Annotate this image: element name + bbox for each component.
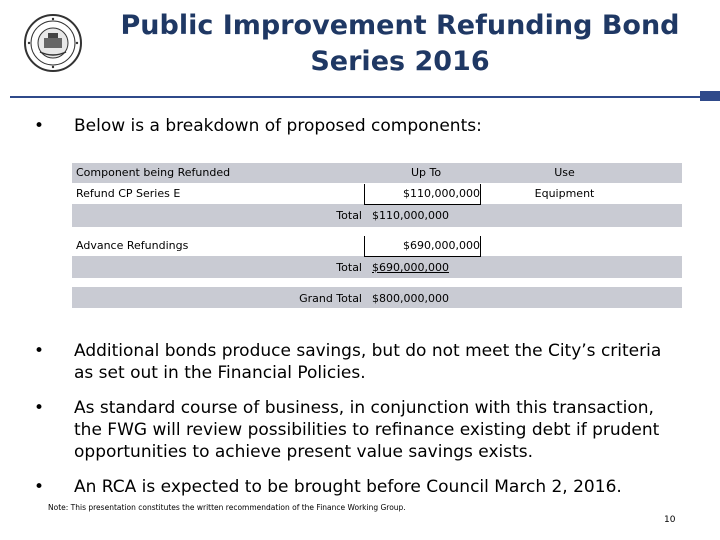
- divider-line: [10, 96, 700, 98]
- bullet-fwg-line-1: As standard course of business, in conjunction with this transaction,: [74, 398, 654, 418]
- table-row-total-1: [72, 204, 682, 227]
- table-row-advance: [72, 236, 682, 256]
- total-2-label: Total: [336, 261, 362, 274]
- city-seal-logo: [24, 14, 82, 72]
- table-row-grand-total: [72, 287, 682, 308]
- header-up-to: Up To: [410, 166, 442, 179]
- bullet-dot: •: [34, 398, 45, 418]
- grid-line: [480, 236, 481, 256]
- intro-bullet: [34, 115, 694, 137]
- grand-total-label: Grand Total: [299, 292, 362, 305]
- bullet-dot: •: [34, 341, 45, 361]
- bullet-dot: •: [34, 477, 45, 497]
- advance-component: Advance Refundings: [76, 239, 189, 252]
- footnote: Note: This presentation constitutes the written recommendation of the Finance Working Group.: [48, 503, 406, 512]
- title-line-1: Public Improvement Refunding Bond: [120, 10, 680, 41]
- refund-cp-component: Refund CP Series E: [76, 187, 181, 200]
- total-1-label: Total: [336, 209, 362, 222]
- divider-block: [700, 91, 720, 101]
- bullet-fwg-line-2: the FWG will review possibilities to refinance existing debt if prudent: [74, 420, 660, 440]
- bullet-savings: [34, 340, 704, 384]
- table-row-total-2: [72, 256, 682, 278]
- header-component: Component being Refunded: [76, 166, 231, 179]
- grid-line: [364, 204, 481, 205]
- bullet-savings-line-1: Additional bonds produce savings, but do not meet the City’s criteria: [74, 341, 662, 361]
- bullet-rca: [34, 476, 704, 498]
- bullet-fwg-review: [34, 397, 704, 463]
- header-use: Use: [554, 166, 575, 179]
- grid-line: [480, 184, 481, 204]
- grid-line: [364, 236, 365, 256]
- bullet-rca-text: An RCA is expected to be brought before Council March 2, 2016.: [74, 477, 622, 497]
- grid-line: [364, 184, 365, 204]
- components-table: [72, 163, 682, 313]
- page-title: [100, 8, 700, 80]
- total-2-amount: $690,000,000: [372, 261, 449, 274]
- refund-cp-amount: $110,000,000: [403, 187, 480, 200]
- intro-bullet-text: Below is a breakdown of proposed components:: [74, 116, 482, 136]
- bullet-savings-line-2: as set out in the Financial Policies.: [74, 363, 366, 383]
- grid-line: [364, 256, 481, 257]
- grand-total-amount: $800,000,000: [372, 292, 449, 305]
- title-divider: [10, 88, 718, 104]
- advance-amount: $690,000,000: [403, 239, 480, 252]
- refund-cp-use: Equipment: [534, 187, 595, 200]
- table-header-row: [72, 163, 682, 183]
- total-1-amount: $110,000,000: [372, 209, 449, 222]
- table-row-refund-cp: [72, 184, 682, 204]
- bullet-fwg-line-3: opportunities to achieve present value savings exists.: [74, 442, 534, 462]
- page-number: 10: [664, 515, 676, 525]
- bullet-dot: •: [34, 116, 45, 136]
- title-line-2: Series 2016: [310, 46, 490, 77]
